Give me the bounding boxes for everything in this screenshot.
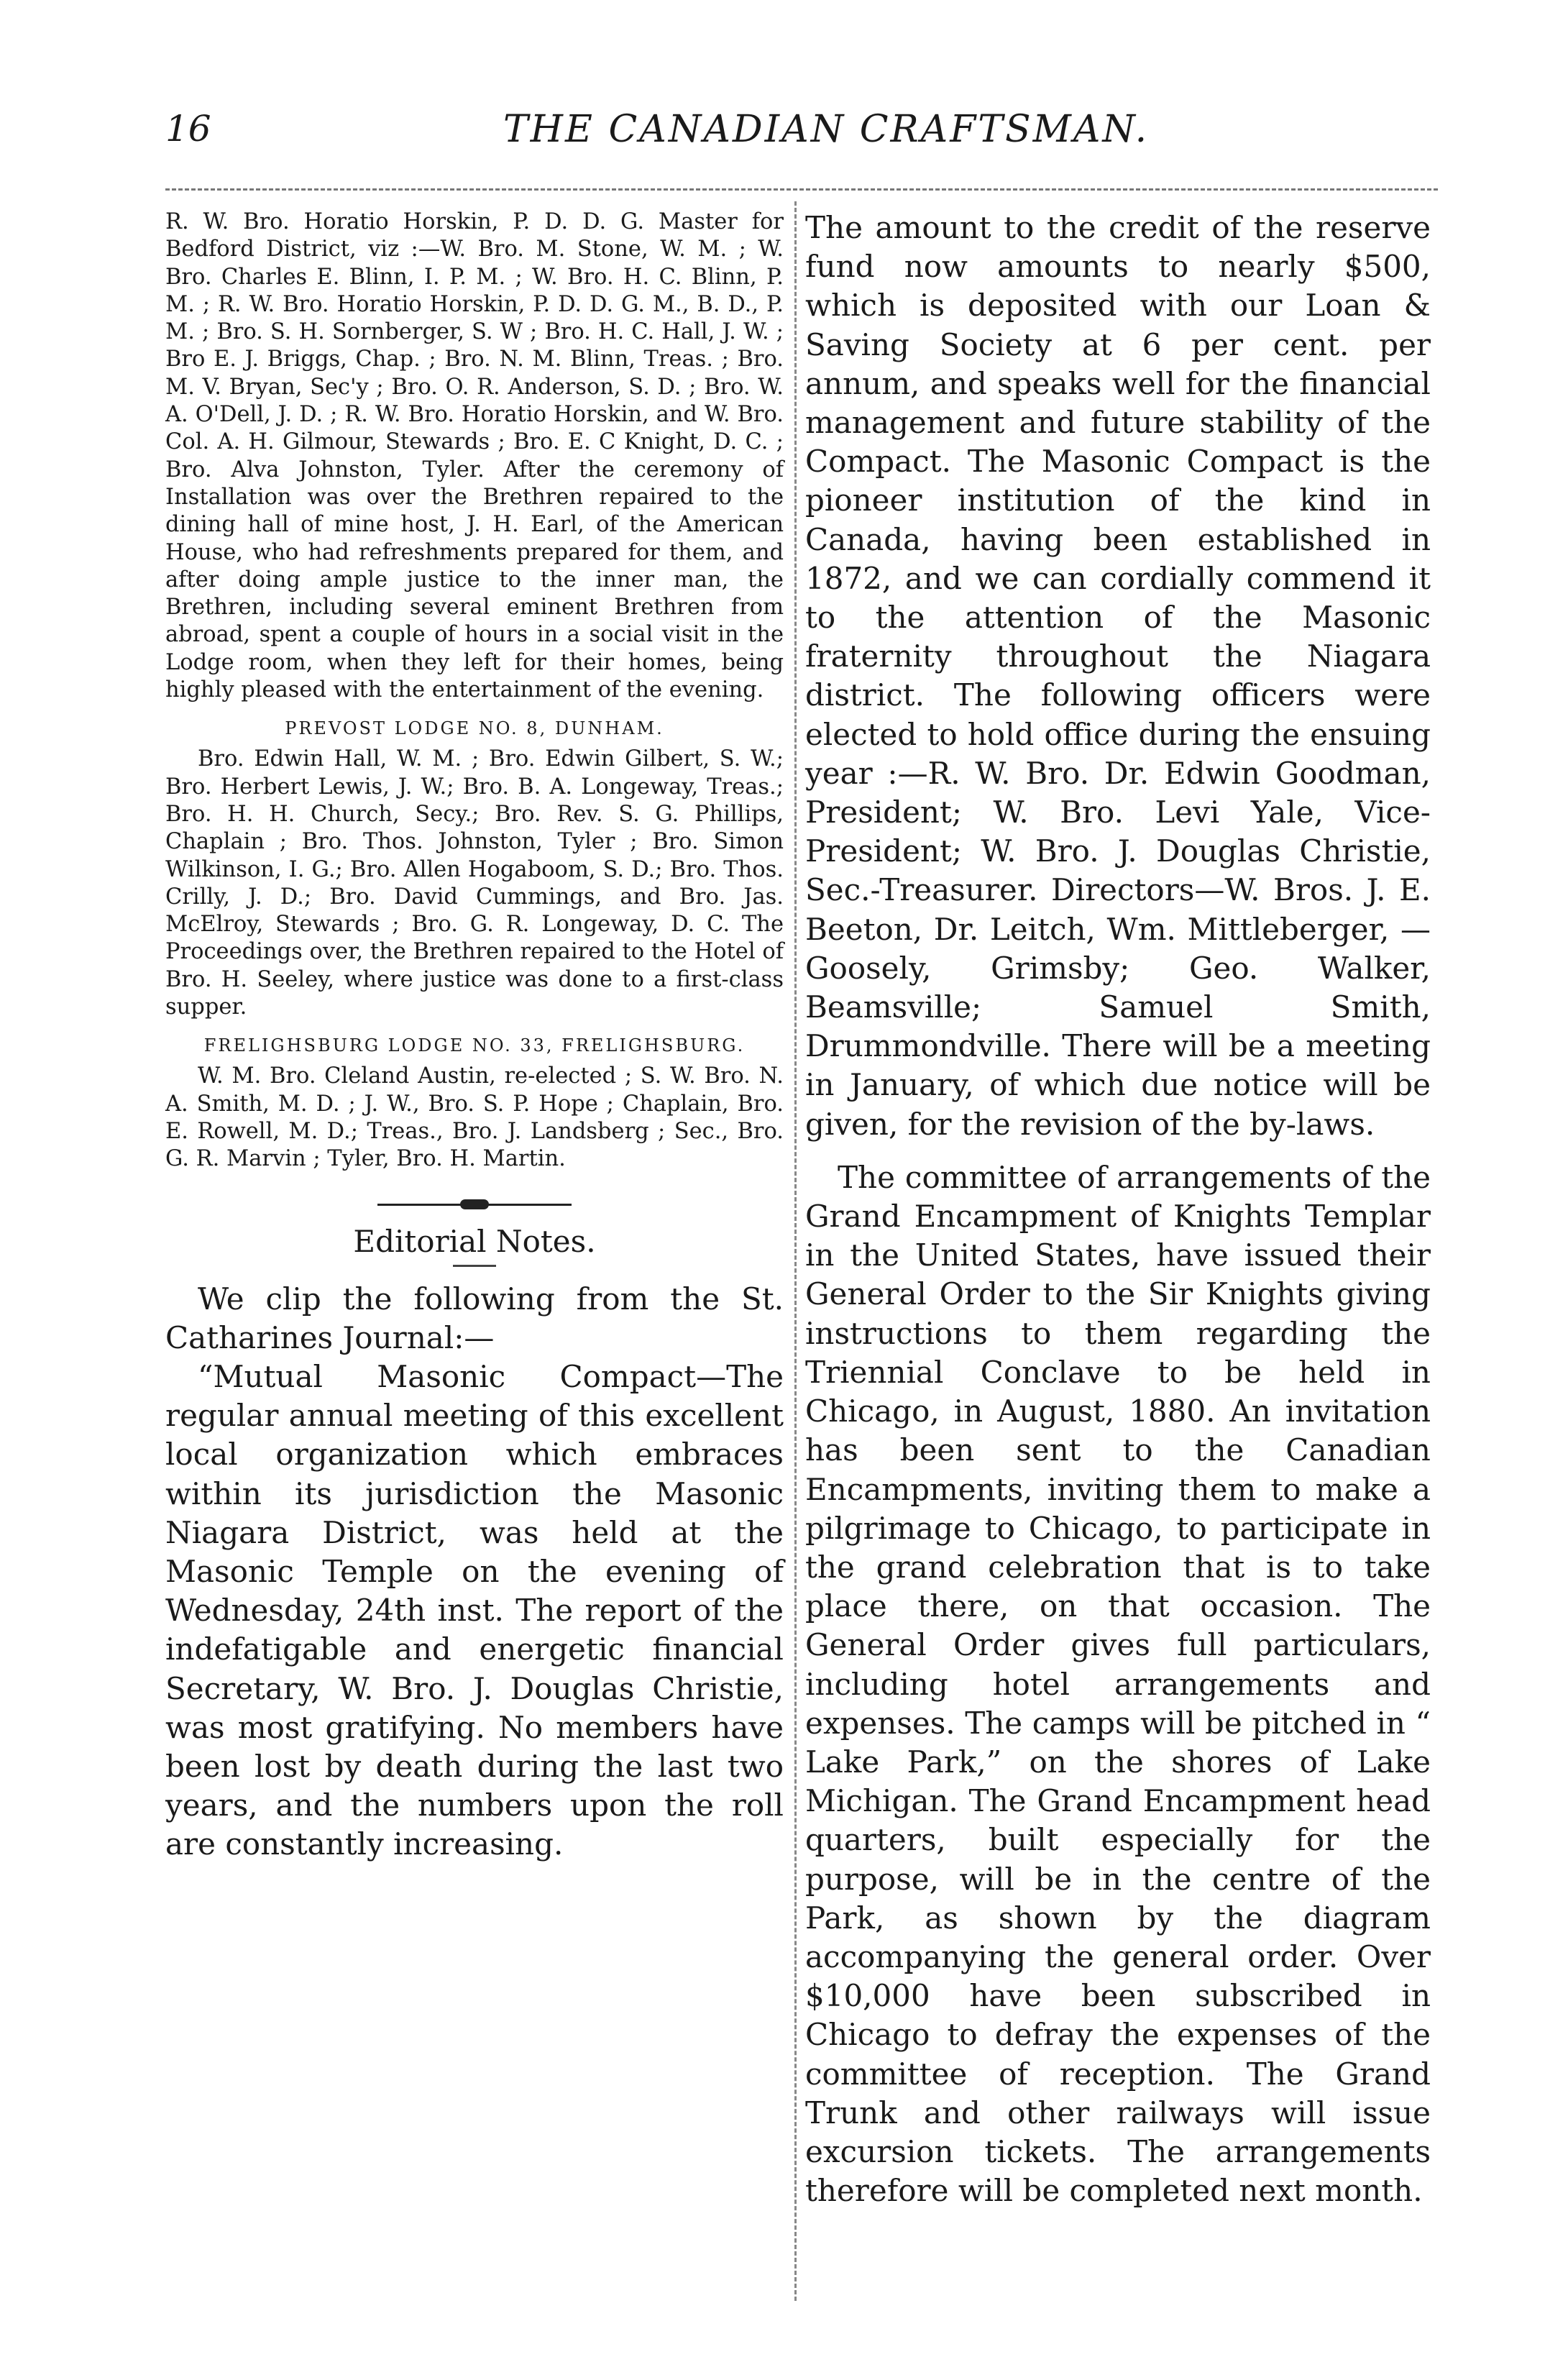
prevost-lodge-heading: PREVOST LODGE NO. 8, DUNHAM. [285, 718, 664, 739]
reserve-fund-paragraph: The amount to the credit of the reserve fund now amounts to nearly $500, which is deposited with our Loan & Saving Society at 6 per cent. per annum, and speaks well for the financial management and future stability of the Compact. The Masonic Compact is the pioneer institution of the kind in Canada, having been established in 1872, and we can cordially commend it to the attention of the Masonic fraternity throughout the Niagara district. The following officers were elected to hold office during the ensuing year :—R. W. Bro. Dr. Edwin Goodman, President; W. Bro. Levi Yale, Vice-President; W. Bro. J. Douglas Christie, Sec.-Treasurer. Directors—W. Bros. J. E. Beeton, Dr. Leitch, Wm. Mittleberger, — Goosely, Grimsby; Geo. Walker, Beamsville; Samuel Smith, Drummondville. There will be a meeting in January, of which due notice will be given, for the revision of the by-laws. [805, 210, 1431, 1142]
encampment-paragraph: The committee of arrangements of the Grand Encampment of Knights Templar in the United States, have issued their General Order to the Sir Knights giving instructions to them regarding the Triennial Conclave to be held in Chicago, in August, 1880. An invitation has been sent to the Canadian Encampments, inviting them to make a pilgrimage to Chicago, to participate in the grand celebration that is to take place there, on that occasion. The General Order gives full particulars, including hotel arrangements and expenses. The camps will be pitched in “ Lake Park,” on the shores of Lake Michigan. The Grand Encampment head quarters, built especially for the purpose, will be in the centre of the Park, as shown by the diagram accompanying the general order. Over $10,000 have been subscribed in Chicago to defray the expenses of the committee of reception. The Grand Trunk and other railways will issue excursion tickets. The arrangements therefore will be completed next month. [805, 1159, 1431, 2209]
header-rule [165, 188, 1438, 191]
title-rule [453, 1265, 496, 1267]
editorial-notes-title: Editorial Notes. [353, 1223, 596, 1259]
running-title: THE CANADIAN CRAFTSMAN. [503, 108, 1150, 151]
page-header [165, 108, 1438, 173]
right-column [805, 209, 1431, 2210]
paragraph-gap [805, 1144, 1431, 1158]
page-number: 16 [165, 108, 211, 150]
installation-paragraph: R. W. Bro. Horatio Horskin, P. D. D. G. Master for Bedford District, viz :—W. Bro. M. Stone, W. M. ; W. Bro. Charles E. Blinn, I. P. M. ; W. Bro. H. C. Blinn, P. M. ; R. W. Bro. Horatio Horskin, P. D. D. G. M., B. D., P. M. ; Bro. S. H. Sornberger, S. W ; Bro. H. C. Hall, J. W. ; Bro E. J. Briggs, Chap. ; Bro. N. M. Blinn, Treas. ; Bro. M. V. Bryan, Sec'y ; Bro. O. R. Anderson, S. D. ; Bro. W. A. O'Dell, J. D. ; R. W. Bro. Horatio Horskin, and W. Bro. Col. A. H. Gilmour, Stewards ; Bro. E. C Knight, D. C. ; Bro. Alva Johnston, Tyler. After the ceremony of Installation was over the Brethren repaired to the dining hall of mine host, J. H. Earl, of the American House, who had refreshments prepared for them, and after doing ample justice to the inner man, the Brethren, including several eminent Brethren from abroad, spent a couple of hours in a social visit in the Lodge room, when they left for their homes, being highly pleased with the entertainment of the evening. [165, 209, 784, 703]
prevost-lodge-paragraph: Bro. Edwin Hall, W. M. ; Bro. Edwin Gilbert, S. W.; Bro. Herbert Lewis, J. W.; Bro. B. A. Longeway, Treas.; Bro. H. H. Church, Secy.; Bro. Rev. S. G. Phillips, Chaplain ; Bro. Thos. Johnston, Tyler ; Bro. Simon Wilkinson, I. G.; Bro. Allen Hogaboom, S. D.; Bro. Thos. Crilly, J. D.; Bro. David Cummings, and Bro. Jas. McElroy, Stewards ; Bro. G. R. Longeway, D. C. The Proceedings over, the Brethren repaired to the Hotel of Bro. H. Seeley, where justice was done to a first-class supper. [165, 746, 784, 1020]
editorial-intro: We clip the following from the St. Catharines Journal:— [165, 1281, 784, 1355]
frelighsburg-lodge-heading: FRELIGHSBURG LODGE NO. 33, FRELIGHSBURG. [203, 1035, 746, 1056]
frelighsburg-lodge-paragraph: W. M. Bro. Cleland Austin, re-elected ; S. W. Bro. N. A. Smith, M. D. ; J. W., Bro. S. P. Hope ; Chaplain, Bro. E. Rowell, M. D.; Treas., Bro. J. Landsberg ; Sec., Bro. G. R. Marvin ; Tyler, Bro. H. Martin. [165, 1063, 784, 1172]
ornamental-divider [377, 1199, 572, 1209]
compact-paragraph: “Mutual Masonic Compact—The regular annual meeting of this excellent local organization which embraces within its jurisdiction the Masonic Niagara District, was held at the Masonic Temple on the evening of Wednesday, 24th inst. The report of the indefatigable and energetic financial Secretary, W. Bro. J. Douglas Christie, was most gratifying. No members have been lost by death during the last two years, and the numbers upon the roll are constantly increasing. [165, 1358, 784, 1862]
left-column [165, 209, 784, 1864]
column-divider [794, 201, 797, 2301]
